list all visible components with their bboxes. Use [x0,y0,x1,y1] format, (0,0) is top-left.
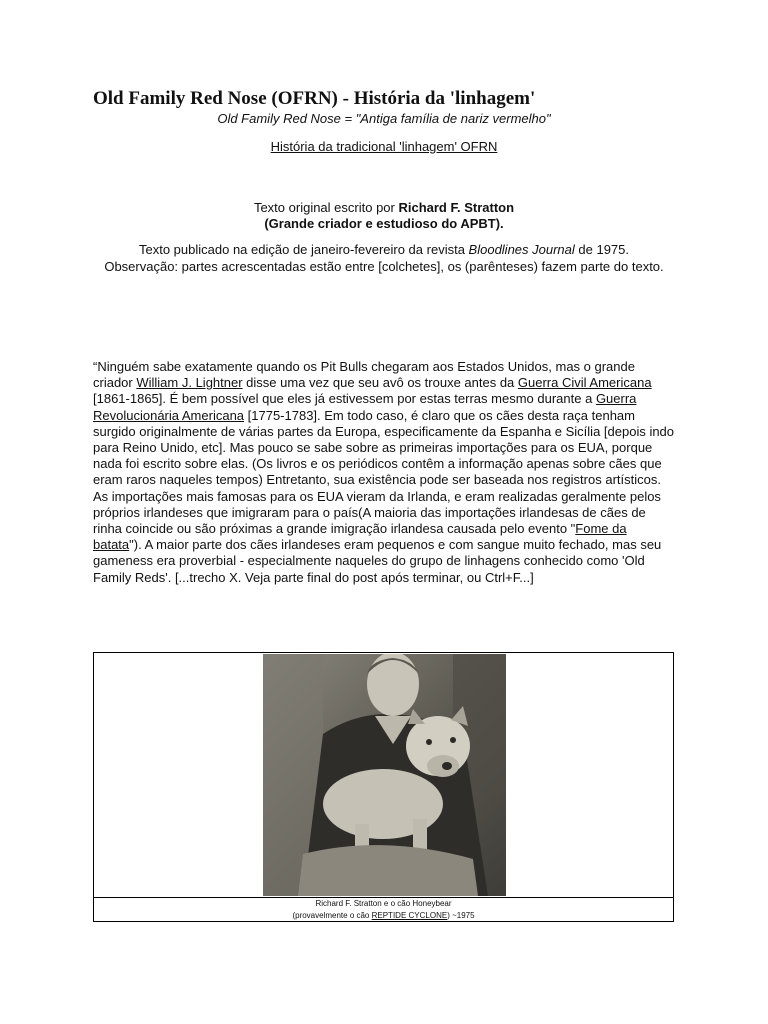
publication-suffix: de 1975. [574,242,629,257]
body-text-5: "). A maior parte dos cães irlandeses eram pequenos e com sangue muito fechado, mas seu gameness era proverbial - especialmente naqueles do grupo de linhagens conhecido como 'Old Family Reds'. [...trecho X. Veja parte final do post após terminar, ou Ctrl+F...] [93,537,662,585]
figure-box [93,652,674,922]
publication-prefix: Texto publicado na edição de janeiro-fevereiro da revista [139,242,469,257]
author-name: Richard F. Stratton [398,200,515,215]
author-prefix: Texto original escrito por [253,200,399,215]
history-link-container [93,138,675,155]
body-text-3: [1861-1865]. É bem possível que eles já estivessem por estas terras mesmo durante a [93,391,596,407]
photo-caption-1: Richard F. Stratton e o cão Honeybear [315,899,452,908]
journal-name: Bloodlines Journal [468,242,575,257]
caption-link-reptide[interactable]: REPTIDE CYCLONE [371,911,448,920]
author-line [93,199,675,216]
page-title: Old Family Red Nose (OFRN) - História da 'linhagem' [93,88,536,109]
body-text-4: [1775-1783]. Em todo caso, é claro que os cães desta raça tenham surgido originalmente de várias partes da Europa, especificamente da Espanha e Sicília [depois indo para Reino Unido, etc]. Mas pouco se sabe sobre as primeiras importações para os EUA, porque nada foi escrito sobre elas. (Os livros e os periódicos contêm a informação apenas sobre cães que eram raros naqueles tempos) Entretanto, sua existência pode ser baseada nos registros artísticos. As importações mais famosas para os EUA vieram da Irlanda, e eram realizadas geralmente pelos próprios irlandeses que imigraram para o país(A maioria das importações irlandesas de cães de rinha coincide ou são próximas a grande imigração irlandesa causada pelo evento " [93,407,675,537]
author-role: (Grande criador e estudioso do APBT). [264,216,504,231]
link-potato-famine[interactable]: Fome da batata [93,521,627,553]
link-revolutionary-war[interactable]: Guerra Revolucionária Americana [93,391,637,423]
caption-suffix: ) ~1975 [447,911,475,920]
photo-caption-2 [94,910,673,921]
body-text-2: disse uma vez que seu avô os trouxe antes da [242,375,518,391]
caption-prefix: (provavelmente o cão [292,911,372,920]
editor-note: Observação: partes acrescentadas estão entre [colchetes], os (parênteses) fazem parte do texto. [104,259,664,274]
publication-info [93,241,675,275]
body-paragraph [93,359,675,586]
photo-man-with-dog [263,654,506,896]
link-civil-war[interactable]: Guerra Civil Americana [517,375,652,391]
subtitle: Old Family Red Nose = "Antiga família de nariz vermelho" [217,111,551,126]
history-link[interactable]: História da tradicional 'linhagem' OFRN [270,139,498,154]
photo-illustration [263,654,506,896]
link-lightner[interactable]: William J. Lightner [136,375,243,391]
body-text-1: “Ninguém sabe exatamente quando os Pit Bulls chegaram aos Estados Unidos, mas o grande criador [93,359,635,391]
